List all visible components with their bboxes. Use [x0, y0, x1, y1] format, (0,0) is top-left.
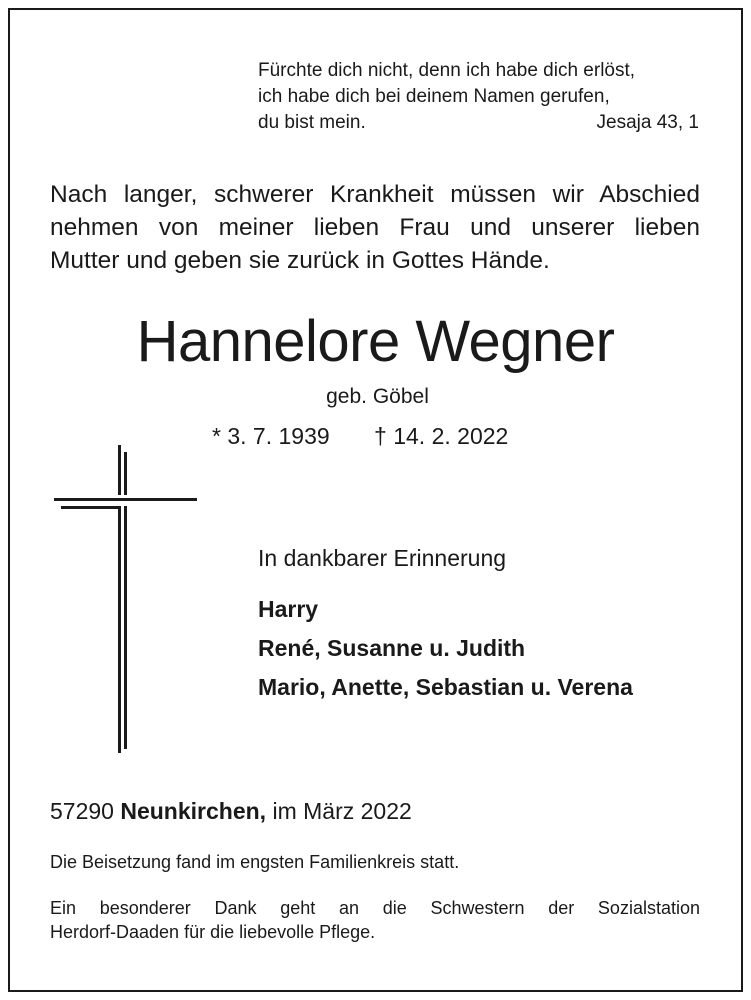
bible-verse	[258, 58, 699, 136]
thanks-line: Herdorf-Daaden für die liebevolle Pflege.	[50, 922, 376, 942]
intro-line: Mutter und geben sie zurück in Gottes Hände.	[50, 247, 550, 274]
postcode: 57290	[50, 798, 114, 824]
verse-line: Fürchte dich nicht, denn ich habe dich erlöst,	[258, 60, 636, 81]
verse-reference: Jesaja 43, 1	[596, 112, 699, 133]
mourner-name: Mario, Anette, Sebastian u. Verena	[258, 674, 633, 700]
cross-icon	[50, 440, 200, 760]
place-and-date	[50, 796, 412, 826]
burial-note: Die Beisetzung fand im engsten Familienkreis statt.	[50, 852, 460, 872]
verse-line: du bist mein.	[258, 112, 366, 133]
thanks-note	[50, 896, 700, 944]
birth-date: * 3. 7. 1939	[212, 423, 330, 449]
life-dates	[212, 420, 508, 452]
verse-last-row	[258, 110, 699, 136]
mourning-heading: In dankbarer Erinnerung	[258, 545, 507, 571]
intro-line: nehmen von meiner lieben Frau und unserer lieben	[50, 214, 700, 241]
mourner-name: René, Susanne u. Judith	[258, 635, 526, 661]
verse-line: ich habe dich bei deinem Namen gerufen,	[258, 86, 610, 107]
town: Neunkirchen,	[120, 798, 267, 824]
mourner-name: Harry	[258, 596, 319, 622]
intro-text	[50, 178, 700, 277]
death-date: † 14. 2. 2022	[374, 423, 509, 449]
deceased-name: Hannelore Wegner	[136, 309, 615, 374]
intro-line: Nach langer, schwerer Krankheit müssen wir Abschied	[50, 181, 700, 208]
thanks-line: Ein besonderer Dank geht an die Schwestern der Sozialstation	[50, 898, 700, 918]
notice-date: im März 2022	[272, 798, 412, 824]
mourners-list	[258, 590, 633, 707]
maiden-name: geb. Göbel	[326, 385, 429, 408]
